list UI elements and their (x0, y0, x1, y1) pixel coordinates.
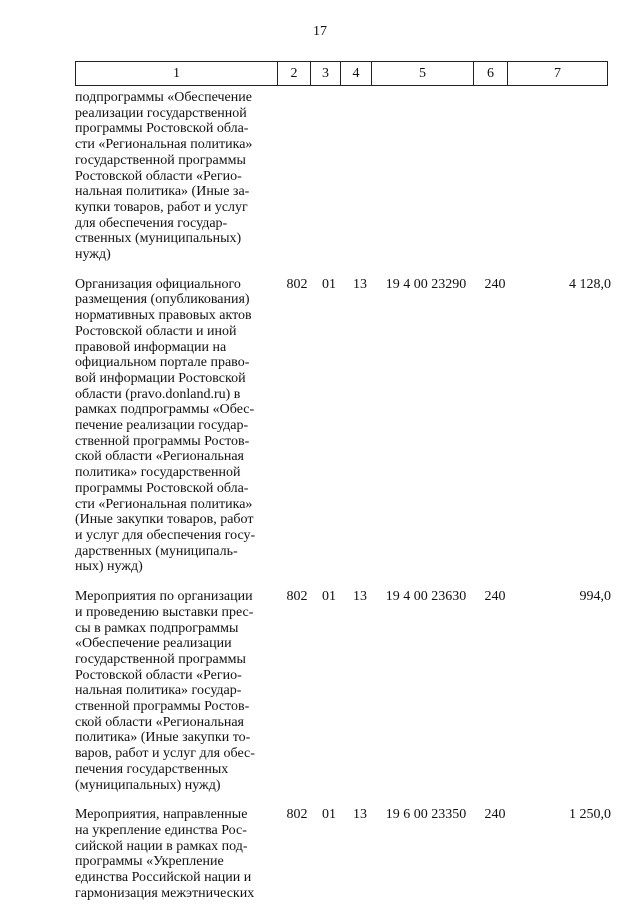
row-description: Мероприятия по организации и проведению выставки прес- сы в рамках подпрограммы «Обеспечение реализации государственной программы Ростовской области «Регио- нальная политика» государ- ственной программы Ростов- ской области «Региональная политика» (Иные закупки то- варов, работ и услуг для обес- печения государственных (муниципальных) нужд) (75, 589, 255, 793)
row-col-7: 1 250,0 (569, 807, 611, 823)
row-col-5: 19 6 00 23350 (385, 807, 467, 823)
table-row (75, 807, 613, 901)
row-col-3: 01 (322, 276, 336, 292)
header-col-6: 6 (474, 62, 508, 86)
header-col-4: 4 (341, 62, 372, 86)
header-col-1: 1 (76, 62, 278, 86)
row-col-7: 994,0 (579, 589, 611, 605)
row-col-2: 802 (286, 276, 308, 292)
row-col-3: 01 (322, 807, 336, 823)
row-col-6: 240 (484, 807, 506, 823)
row-description: подпрограммы «Обеспечение реализации государственной программы Ростовской обла- сти «Региональная политика» государственной программы Ростовской области «Регио- нальная политика» (Иные за- купки товаров, работ и услуг для обеспечения государ- ственных (муниципальных) нужд) (75, 90, 253, 263)
row-col-4: 13 (353, 276, 367, 292)
row-col-4: 13 (353, 589, 367, 605)
row-col-5: 19 4 00 23630 (385, 589, 467, 605)
table-row (75, 90, 613, 263)
row-col-6: 240 (484, 276, 506, 292)
row-col-4: 13 (353, 807, 367, 823)
row-col-5: 19 4 00 23290 (385, 276, 467, 292)
row-col-7: 4 128,0 (569, 276, 611, 292)
row-description: Организация официального размещения (опубликования) нормативных правовых актов Ростовской области и иной правовой информации на официальном портале право- вой информации Ростовской области (pravo.donland.ru) в рамках подпрограммы «Обес- печение реализации государ- ственной программы Ростов- ской области «Региональная политика» государственной программы Ростовской обла- сти «Региональная политика» (Иные закупки товаров, работ и услуг для обеспечения госу- дарственных (муниципаль- ных) нужд) (75, 276, 256, 575)
table-row (75, 589, 613, 793)
row-col-6: 240 (484, 589, 506, 605)
header-col-7: 7 (508, 62, 608, 86)
row-description: Мероприятия, направленные на укрепление единства Рос- сийской нации в рамках под- программы «Укрепление единства Российской нации и гармонизация межэтнических (75, 807, 255, 901)
header-row (76, 62, 608, 86)
page-number: 17 (313, 24, 327, 39)
row-col-2: 802 (286, 589, 308, 605)
header-col-3: 3 (311, 62, 341, 86)
header-col-5: 5 (372, 62, 474, 86)
column-header-table (75, 61, 608, 86)
row-col-2: 802 (286, 807, 308, 823)
header-col-2: 2 (278, 62, 311, 86)
table-body (75, 90, 613, 915)
row-col-3: 01 (322, 589, 336, 605)
table-row (75, 277, 613, 575)
